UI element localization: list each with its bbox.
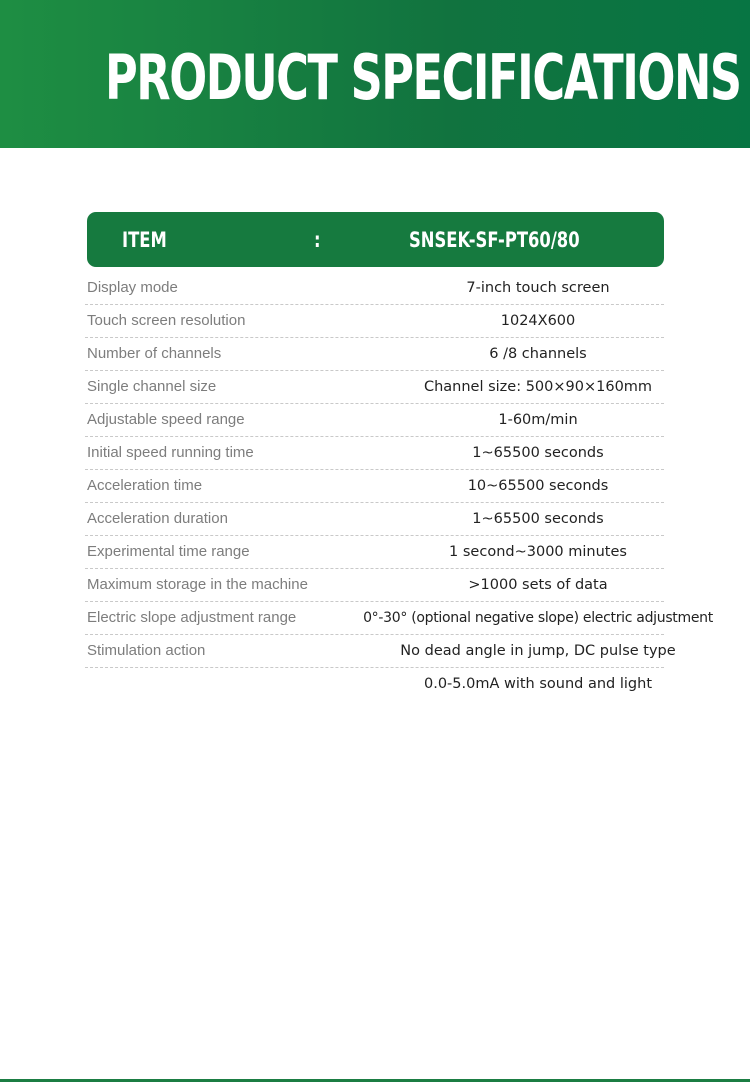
spec-row bbox=[0, 305, 750, 338]
spec-value: Channel size: 500×90×160mm bbox=[423, 379, 653, 395]
spec-label: Electric slope adjustment range bbox=[87, 609, 297, 626]
item-column-label: ITEM bbox=[122, 228, 167, 252]
spec-row bbox=[0, 503, 750, 536]
spec-value: 1024X600 bbox=[500, 313, 576, 329]
spec-row bbox=[0, 272, 750, 305]
spec-label: Acceleration duration bbox=[87, 510, 228, 527]
spec-row bbox=[0, 404, 750, 437]
spec-row bbox=[0, 602, 750, 635]
spec-header-bar bbox=[87, 212, 664, 267]
spec-label: Maximum storage in the machine bbox=[87, 576, 308, 593]
spec-row bbox=[0, 569, 750, 602]
title-banner bbox=[0, 0, 750, 148]
spec-row bbox=[0, 635, 750, 668]
spec-label: Acceleration time bbox=[87, 477, 203, 494]
spec-value: 7-inch touch screen bbox=[466, 280, 610, 296]
header-separator: : bbox=[314, 228, 321, 252]
spec-value: 0.0-5.0mA with sound and light bbox=[423, 676, 653, 692]
spec-value: 10~65500 seconds bbox=[467, 478, 609, 494]
spec-value: 1~65500 seconds bbox=[472, 511, 604, 527]
spec-row bbox=[0, 437, 750, 470]
spec-value: 1~65500 seconds bbox=[472, 445, 604, 461]
spec-row bbox=[0, 536, 750, 569]
spec-row bbox=[0, 668, 750, 701]
spec-label: Touch screen resolution bbox=[87, 312, 246, 329]
spec-label: Experimental time range bbox=[87, 543, 250, 560]
spec-value: 1 second~3000 minutes bbox=[449, 544, 627, 560]
spec-row bbox=[0, 371, 750, 404]
spec-label: Number of channels bbox=[87, 345, 222, 362]
spec-value: 1-60m/min bbox=[498, 412, 578, 428]
spec-row bbox=[0, 338, 750, 371]
spec-row bbox=[0, 470, 750, 503]
spec-value: 0°-30° (optional negative slope) electric adjustment bbox=[363, 610, 713, 626]
spec-label: Single channel size bbox=[87, 378, 217, 395]
spec-label: Stimulation action bbox=[87, 642, 206, 659]
spec-table bbox=[0, 272, 750, 701]
spec-value: >1000 sets of data bbox=[468, 577, 608, 593]
spec-value: No dead angle in jump, DC pulse type bbox=[400, 643, 676, 659]
spec-label: Adjustable speed range bbox=[87, 411, 245, 428]
page-title: PRODUCT SPECIFICATIONS bbox=[105, 41, 741, 114]
spec-value: 6 /8 channels bbox=[489, 346, 587, 362]
spec-label: Display mode bbox=[87, 279, 178, 296]
spec-label: Initial speed running time bbox=[87, 444, 254, 461]
model-number: SNSEK-SF-PT60/80 bbox=[409, 228, 580, 252]
